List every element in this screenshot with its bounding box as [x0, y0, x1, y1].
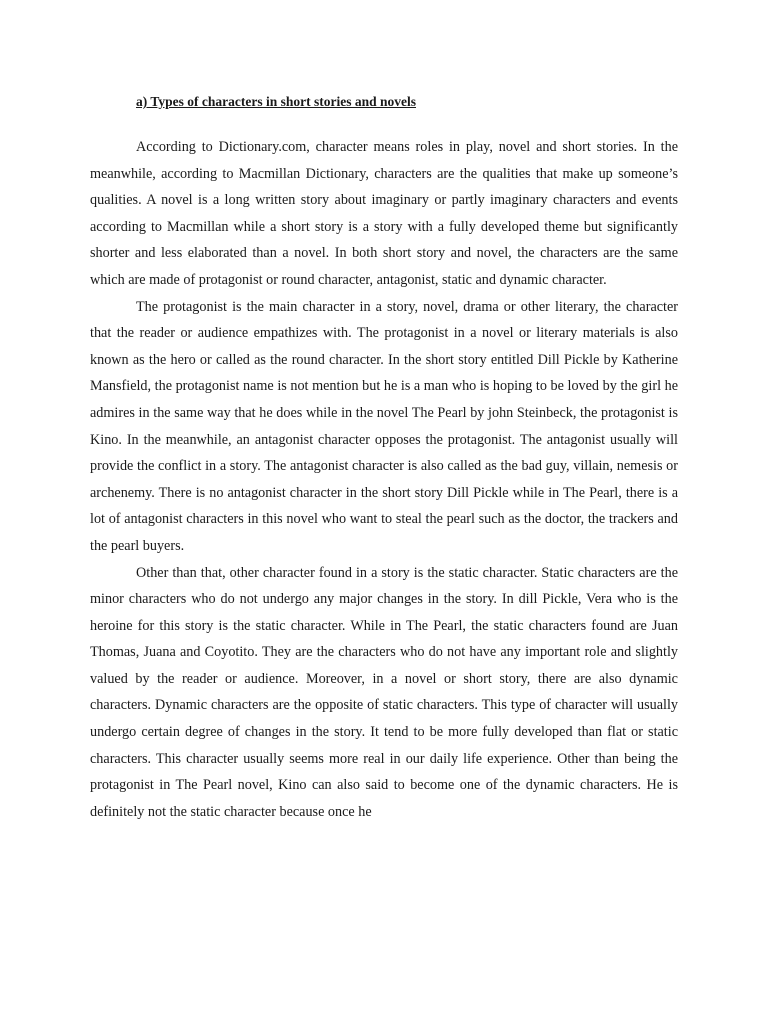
- paragraph-static-dynamic: Other than that, other character found in a story is the static character. Static characters are the minor characters who do not undergo any major changes in the story. In dill Pickle, Vera who is the heroine for this story is the static character. While in The Pearl, the static characters found are Juan Thomas, Juana and Coyotito. They are the characters who do not have any important role and slightly valued by the reader or audience. Moreover, in a novel or short story, there are also dynamic characters. Dynamic characters are the opposite of static characters. This type of character will usually undergo certain degree of changes in the story. It tend to be more fully developed than flat or static characters. This character usually seems more real in our daily life experience. Other than being the protagonist in The Pearl novel, Kino can also said to become one of the dynamic characters. He is definitely not the static character because once he: [90, 564, 678, 820]
- paragraph-protagonist-antagonist: The protagonist is the main character in a story, novel, drama or other literary, the character that the reader or audience empathizes with. The protagonist in a novel or literary materials is also known as the hero or called as the round character. In the short story entitled Dill Pickle by Katherine Mansfield, the protagonist name is not mention but he is a man who is hoping to be loved by the girl he admires in the same way that he does while in the novel The Pearl by john Steinbeck, the protagonist is Kino. In the meanwhile, an antagonist character opposes the protagonist. The antagonist usually will provide the conflict in a story. The antagonist character is also called as the bad guy, villain, nemesis or archenemy. There is no antagonist character in the short story Dill Pickle while in The Pearl, there is a lot of antagonist characters in this novel who want to steal the pearl such as the doctor, the trackers and the pearl buyers.: [90, 298, 678, 554]
- section-heading: a) Types of characters in short stories and novels: [136, 94, 416, 109]
- paragraph-definitions: According to Dictionary.com, character means roles in play, novel and short stories. In the meanwhile, according to Macmillan Dictionary, characters are the qualities that make up someone’s qualities. A novel is a long written story about imaginary or partly imaginary characters and events according to Macmillan while a short story is a story with a fully developed theme but significantly shorter and less elaborated than a novel. In both short story and novel, the characters are the same which are made of protagonist or round character, antagonist, static and dynamic character.: [90, 139, 678, 288]
- body-text: [90, 134, 678, 825]
